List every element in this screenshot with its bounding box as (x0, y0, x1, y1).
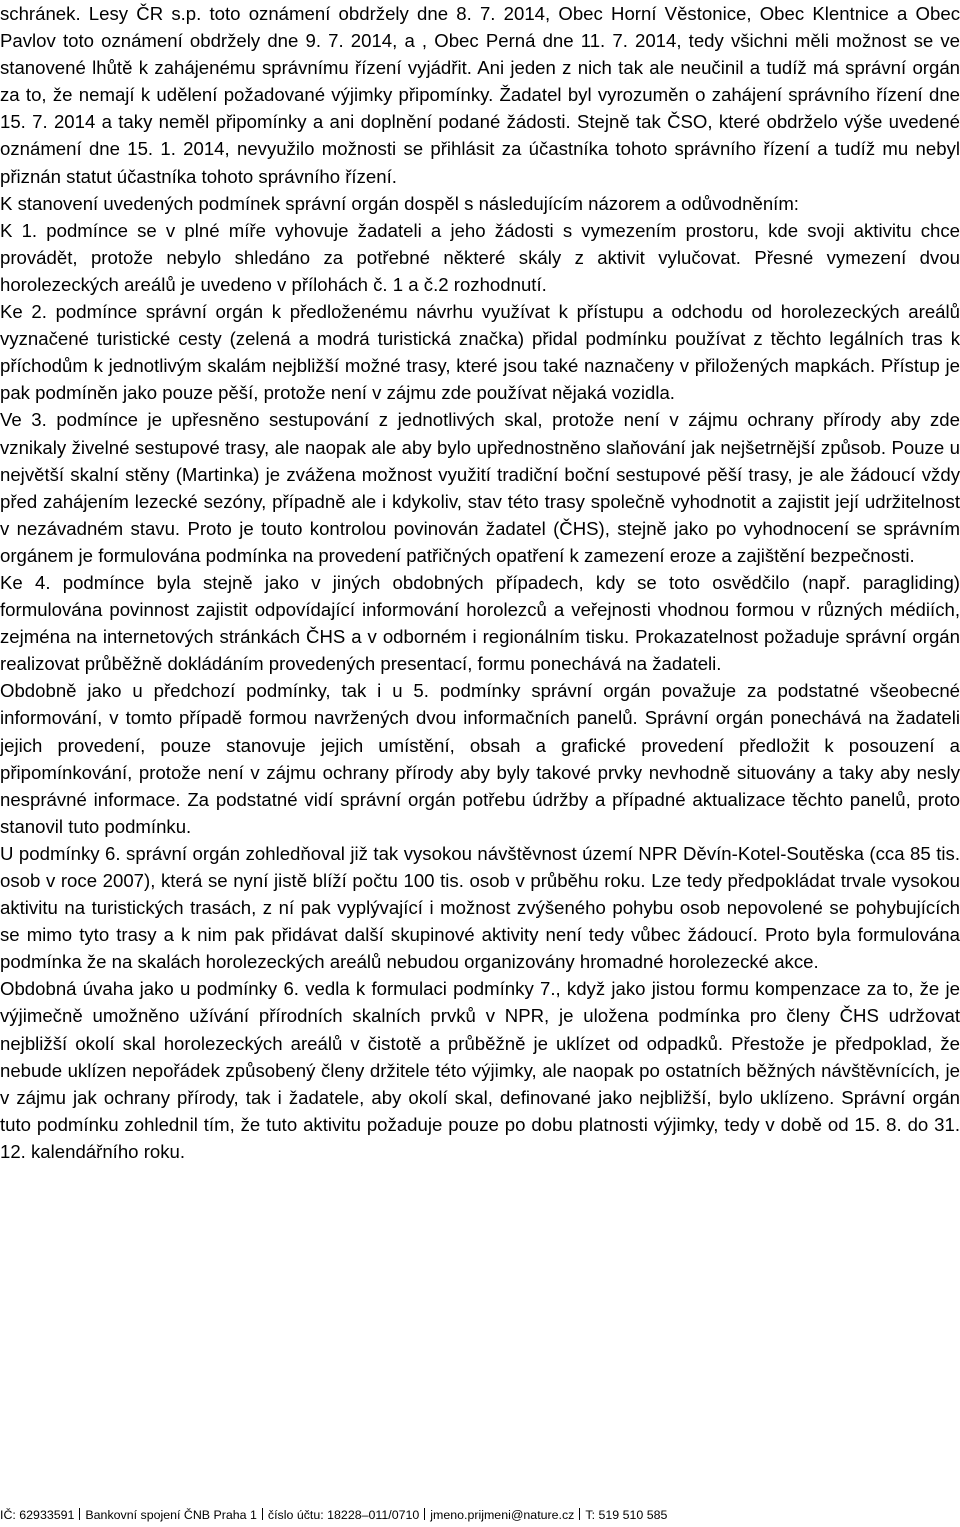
footer-separator (79, 1508, 80, 1520)
paragraph-condition-2: Ke 2. podmínce správní orgán k předloženému návrhu využívat k přístupu a odchodu od horolezeckých areálů vyznačené turistické cesty (zelená a modrá turistická značka) přidal podmínku používat z těchto legálních tras k příchodům k jednotlivým skalám nejbližší možné trasy, které jsou také naznačeny v přiložených mapkách. Přístup je pak podmíněn jako pouze pěší, protože není v zájmu zde používat nějaká vozidla. (0, 301, 960, 404)
paragraph-condition-4: Ke 4. podmínce byla stejně jako v jiných obdobných případech, kdy se toto osvědčilo (např. paragliding) formulována povinnost zajistit odpovídající informování horolezců a veřejnosti vhodnou formou v různých médiích, zejména na internetových stránkách ČHS a v odborném i regionálním tisku. Prokazatelnost požaduje správní orgán realizovat průběžně dokládáním provedených presentací, formu ponechává na žadateli. (0, 571, 960, 675)
paragraph-participants: schránek. Lesy ČR s.p. toto oznámení obdržely dne 8. 7. 2014, Obec Horní Věstonice, Obec Klentnice a Obec Pavlov toto oznámení obdržely dne 9. 7. 2014, a , Obec Perná dne 11. 7. 2014, tedy všichni měli možnost se ve stanovené lhůtě k zahájenému správnímu řízení vyjádřit. Ani jeden z nich tak ale neučinil a tudíž má správní orgán za to, že nemají k udělení požadované výjimky připomínky. Žadatel byl vyrozuměn o zahájení správního řízení dne 15. 7. 2014 a taky neměl připomínky a ani doplnění podané žádosti. Stejně tak ČSO, které obdrželo výše uvedené oznámení dne 15. 1. 2014, nevyužilo možnosti se přihlásit za účastníka tohoto správního řízení a tudíž mu nebyl přiznán statut účastníka tohoto správního řízení. (0, 3, 960, 187)
footer-bank: Bankovní spojení ČNB Praha 1 (85, 1508, 257, 1522)
paragraph-condition-5: Obdobně jako u předchozí podmínky, tak i u 5. podmínky správní orgán považuje za podstatné všeobecné informování, v tomto případě formou navržených dvou informačních panelů. Správní orgán ponechává na žadateli jejich provedení, pouze stanovuje jejich umístění, obsah a grafické provedení předložit k posouzení a připomínkování, protože není v zájmu ochrany přírody aby byly takové prvky nevhodně situovány a taky aby nesly nesprávné informace. Za podstatné vidí správní orgán potřebu údržby a případné aktualizace těchto panelů, proto stanovil tuto podmínku. (0, 680, 960, 837)
page-footer (0, 1505, 960, 1525)
paragraph-condition-1: K 1. podmínce se v plné míře vyhovuje žadateli a jeho žádosti s vymezením prostoru, kde svoji aktivitu chce provádět, protože nebylo shledáno za potřebné některé skály z aktivit vylučovat. Přesné vymezení dvou horolezeckých areálů je uvedeno v přílohách č. 1 a č.2 rozhodnutí. (0, 219, 960, 295)
footer-account: číslo účtu: 18228–011/0710 (267, 1508, 420, 1522)
footer-separator (262, 1508, 263, 1520)
footer-phone: T: 519 510 585 (585, 1508, 668, 1522)
footer-separator (579, 1508, 580, 1520)
footer-email[interactable]: jmeno.prijmeni@nature.cz (430, 1508, 575, 1522)
paragraph-condition-3: Ve 3. podmínce je upřesněno sestupování z jednotlivých skal, protože není v zájmu ochrany přírody aby zde vznikaly živelné sestupové trasy, ale naopak ale aby bylo upřednostněno slaňování jak nejšetrnější způsob. Pouze u největší skalní stěny (Martinka) je zvážena možnost využití tradiční boční sestupové pěší trasy, je ale žádoucí vždy před zahájením lezecké sezóny, případně ale i kdykoliv, stav této trasy společně vyhodnotit a zajistit její udržitelnost v nezávadném stavu. Proto je touto kontrolou povinován žadatel (ČHS), stejně jako po vyhodnocení se správním orgánem je formulována podmínka na provedení patřičných opatření k zamezení eroze a zajištění bezpečnosti. (0, 409, 960, 566)
footer-ico: IČ: 62933591 (0, 1508, 75, 1522)
paragraph-condition-7: Obdobná úvaha jako u podmínky 6. vedla k formulaci podmínky 7., když jako jistou formu kompenzace za to, že je výjimečně umožněno užívání přírodních skalních prvků v NPR, je uložena podmínka pro členy ČHS udržovat nejbližší okolí skal horolezeckých areálů v čistotě a průběžně je uklízet od odpadků. Přestože je předpoklad, že nebude uklízen nepořádek způsobený členy držitele této výjimky, ale naopak po ostatních běžných návštěvnících, je v zájmu jak ochrany přírody, tak i žadatele, aby okolí skal, definované jako nejbližší, bylo uklízeno. Správní orgán tuto podmínku zohlednil tím, že tuto aktivitu požaduje pouze po dobu platnosti výjimky, tedy v době od 15. 8. do 31. 12. kalendářního roku. (0, 978, 960, 1162)
paragraph-reasoning-intro: K stanovení uvedených podmínek správní orgán dospěl s následujícím názorem a odůvodněním: (0, 192, 799, 214)
paragraph-condition-6: U podmínky 6. správní orgán zohledňoval již tak vysokou návštěvnost území NPR Děvín-Kotel-Soutěska (cca 85 tis. osob v roce 2007), která se nyní jistě blíží počtu 100 tis. osob v průběhu roku. Lze tedy předpokládat trvale vysokou aktivitu na turistických trasách, z ní pak vyplývající i možnost zvýšeného pohybu osob nepovolené se pohybujících se mimo tyto trasy a k nim pak přidávat další skupinové aktivity není tedy vůbec žádoucí. Proto byla formulována podmínka že na skalách horolezeckých areálů nebudou organizovány hromadné horolezecké akce. (0, 842, 960, 973)
footer-separator (424, 1508, 425, 1520)
